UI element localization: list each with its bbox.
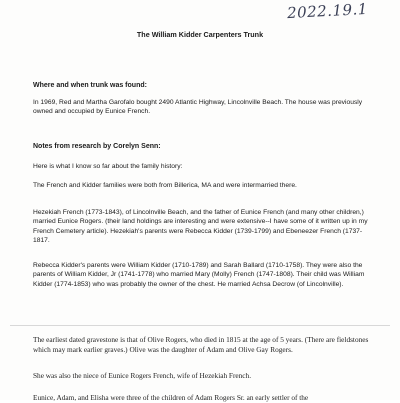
gravestone-paragraph: The earliest dated gravestone is that of Olive Rogers, who died in 1815 at the age of 5 years. (There are fieldstones which may mark earlier graves.) Olive was the daughter of Adam and Olive Gay Rogers. — [33, 335, 369, 354]
handwritten-catalog-number: 2022.19.1 — [286, 0, 369, 23]
gravestone-paragraph: She was also the niece of Eunice Rogers French, wife of Hezekiah French. — [33, 371, 252, 380]
found-text: In 1969, Red and Martha Garofalo bought 2490 Atlantic Highway, Lincolnville Beach. The house was previously owned and occupied by Eunice French. — [33, 99, 363, 116]
section-divider — [10, 325, 390, 326]
notes-paragraph: Hezekiah French (1773-1843), of Lincolnville Beach, and the father of Eunice French (and many other children,) married Eunice Rogers. (their land holdings are interesting and were extensive--I have some of it written up in my French Cemetery article). Hezekiah's parents were Rebecca Kidder (1739-1799) and Ebeneezer French (1737-1817. — [33, 209, 368, 245]
found-heading: Where and when trunk was found: — [33, 82, 147, 89]
notes-intro: Here is what I know so far about the family history: — [33, 163, 183, 170]
notes-paragraph: The French and Kidder families were both from Billerica, MA and were intermarried there. — [33, 182, 297, 189]
document-title: The William Kidder Carpenters Trunk — [136, 30, 264, 39]
notes-paragraph: Rebecca Kidder's parents were William Kidder (1710-1789) and Sarah Ballard (1710-1758). They were also the parents of William Kidder, Jr (1741-1778) who married Mary (Molly) French (1747-1808). Their child was William Kidder (1774-1853) who was probably the owner of the chest. He married Achsa Decrow (of Lincolnville). — [33, 262, 365, 288]
notes-heading: Notes from research by Corelyn Senn: — [33, 143, 161, 150]
gravestone-paragraph: Eunice, Adam, and Elisha were three of the children of Adam Rogers Sr. an early settler of the — [33, 393, 309, 402]
